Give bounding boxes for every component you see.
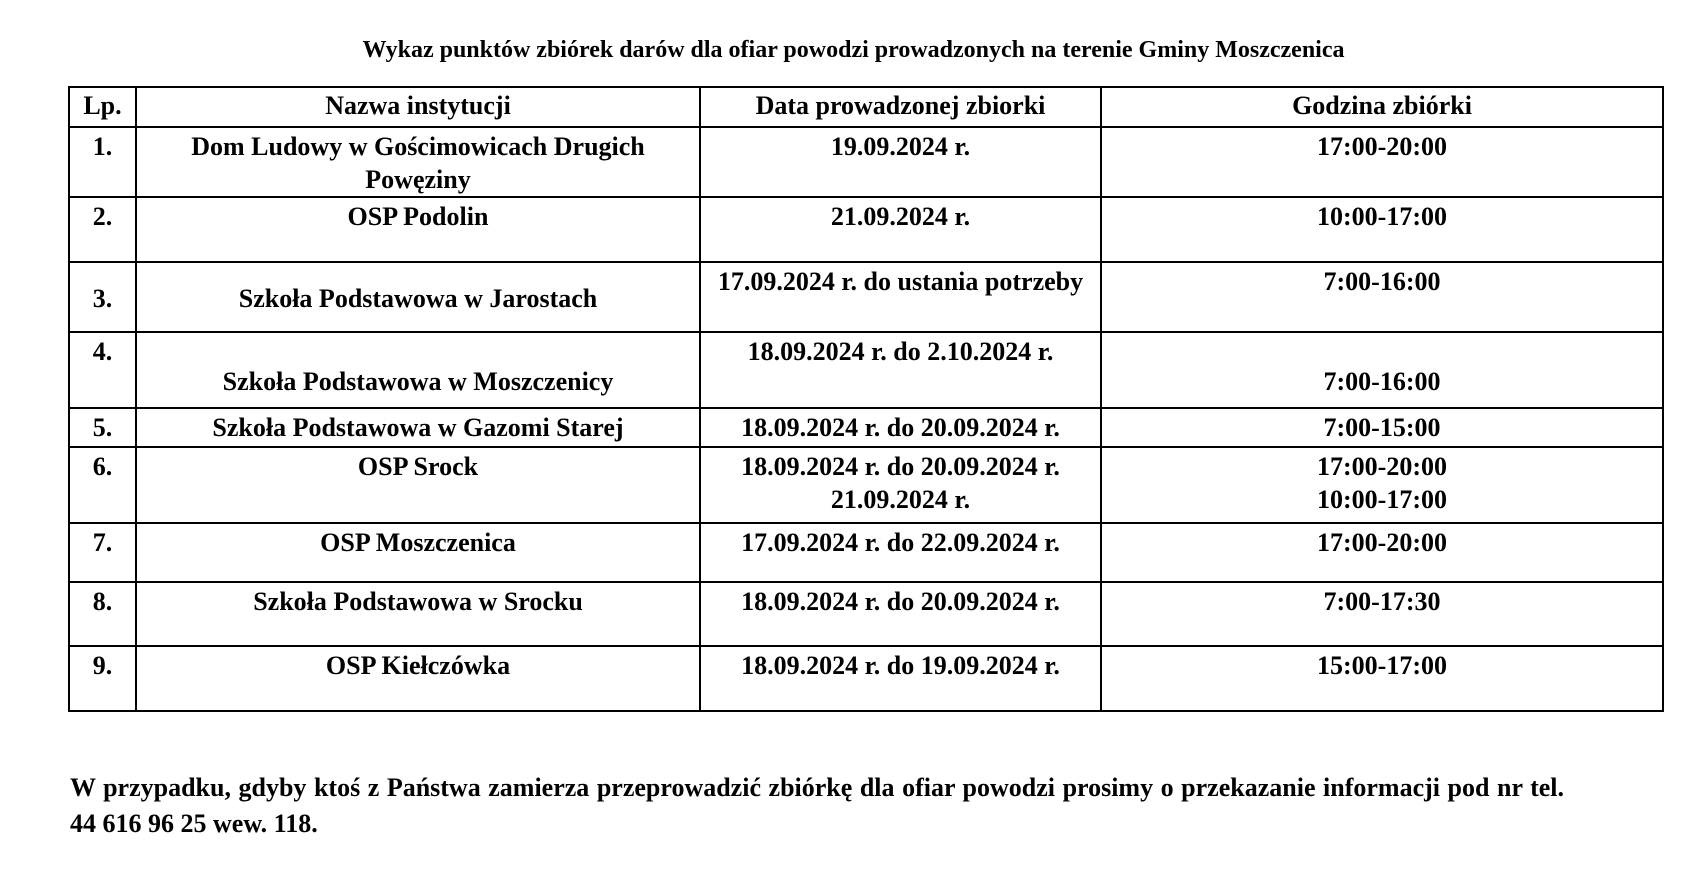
header-date: Data prowadzonej zbiorki [700,87,1101,127]
cell-lp: 1. [69,127,136,197]
cell-hours-line: 17:00-20:00 [1317,452,1447,481]
cell-date [700,447,1101,523]
cell-hours: 7:00-16:00 [1101,262,1663,332]
cell-lp: 4. [69,332,136,408]
cell-name: OSP Srock [136,447,700,523]
header-lp: Lp. [69,87,136,127]
cell-date: 18.09.2024 r. do 20.09.2024 r. [700,582,1101,646]
header-hours: Godzina zbiórki [1101,87,1663,127]
cell-date-line: 21.09.2024 r. [830,485,971,514]
cell-date: 18.09.2024 r. do 2.10.2024 r. [700,332,1101,408]
table-row [69,127,1663,197]
cell-name: Szkoła Podstawowa w Gazomi Starej [136,408,700,447]
table-row [69,646,1663,711]
cell-lp: 2. [69,197,136,262]
cell-hours: 15:00-17:00 [1101,646,1663,711]
cell-name: OSP Kiełczówka [136,646,700,711]
cell-lp: 5. [69,408,136,447]
cell-date: 21.09.2024 r. [700,197,1101,262]
table-header-row [69,87,1663,127]
cell-hours-line: 10:00-17:00 [1317,485,1447,514]
cell-name: OSP Podolin [136,197,700,262]
cell-name: Dom Ludowy w Gościmowicach Drugich Powęziny [136,127,700,197]
table-row [69,582,1663,646]
cell-date: 18.09.2024 r. do 19.09.2024 r. [700,646,1101,711]
table-row [69,447,1663,523]
cell-hours: 7:00-16:00 [1101,332,1663,408]
table-row [69,332,1663,408]
cell-lp: 8. [69,582,136,646]
donation-points-table [68,86,1664,712]
table-row [69,408,1663,447]
cell-name: Szkoła Podstawowa w Srocku [136,582,700,646]
table-row [69,197,1663,262]
cell-date: 18.09.2024 r. do 20.09.2024 r. [700,408,1101,447]
cell-lp: 7. [69,523,136,582]
cell-hours: 7:00-15:00 [1101,408,1663,447]
cell-name: Szkoła Podstawowa w Jarostach [136,262,700,332]
table-row [69,262,1663,332]
cell-date: 17.09.2024 r. do 22.09.2024 r. [700,523,1101,582]
cell-date-line: 18.09.2024 r. do 20.09.2024 r. [741,452,1060,481]
contact-note: W przypadku, gdyby ktoś z Państwa zamierza przeprowadzić zbiórkę dla ofiar powodzi prosimy o przekazanie informacji pod nr tel. 44 616 96 25 wew. 118. [70,773,1564,838]
cell-lp: 3. [69,262,136,332]
cell-hours: 10:00-17:00 [1101,197,1663,262]
cell-hours: 17:00-20:00 [1101,523,1663,582]
cell-name: Szkoła Podstawowa w Moszczenicy [136,332,700,408]
cell-date: 19.09.2024 r. [700,127,1101,197]
page-title: Wykaz punktów zbiórek darów dla ofiar powodzi prowadzonych na terenie Gminy Moszczenica [362,37,1345,63]
cell-lp: 9. [69,646,136,711]
table-row [69,523,1663,582]
cell-date: 17.09.2024 r. do ustania potrzeby [700,262,1101,332]
cell-hours: 7:00-17:30 [1101,582,1663,646]
cell-hours [1101,447,1663,523]
cell-lp: 6. [69,447,136,523]
cell-hours: 17:00-20:00 [1101,127,1663,197]
cell-name: OSP Moszczenica [136,523,700,582]
header-name: Nazwa instytucji [136,87,700,127]
